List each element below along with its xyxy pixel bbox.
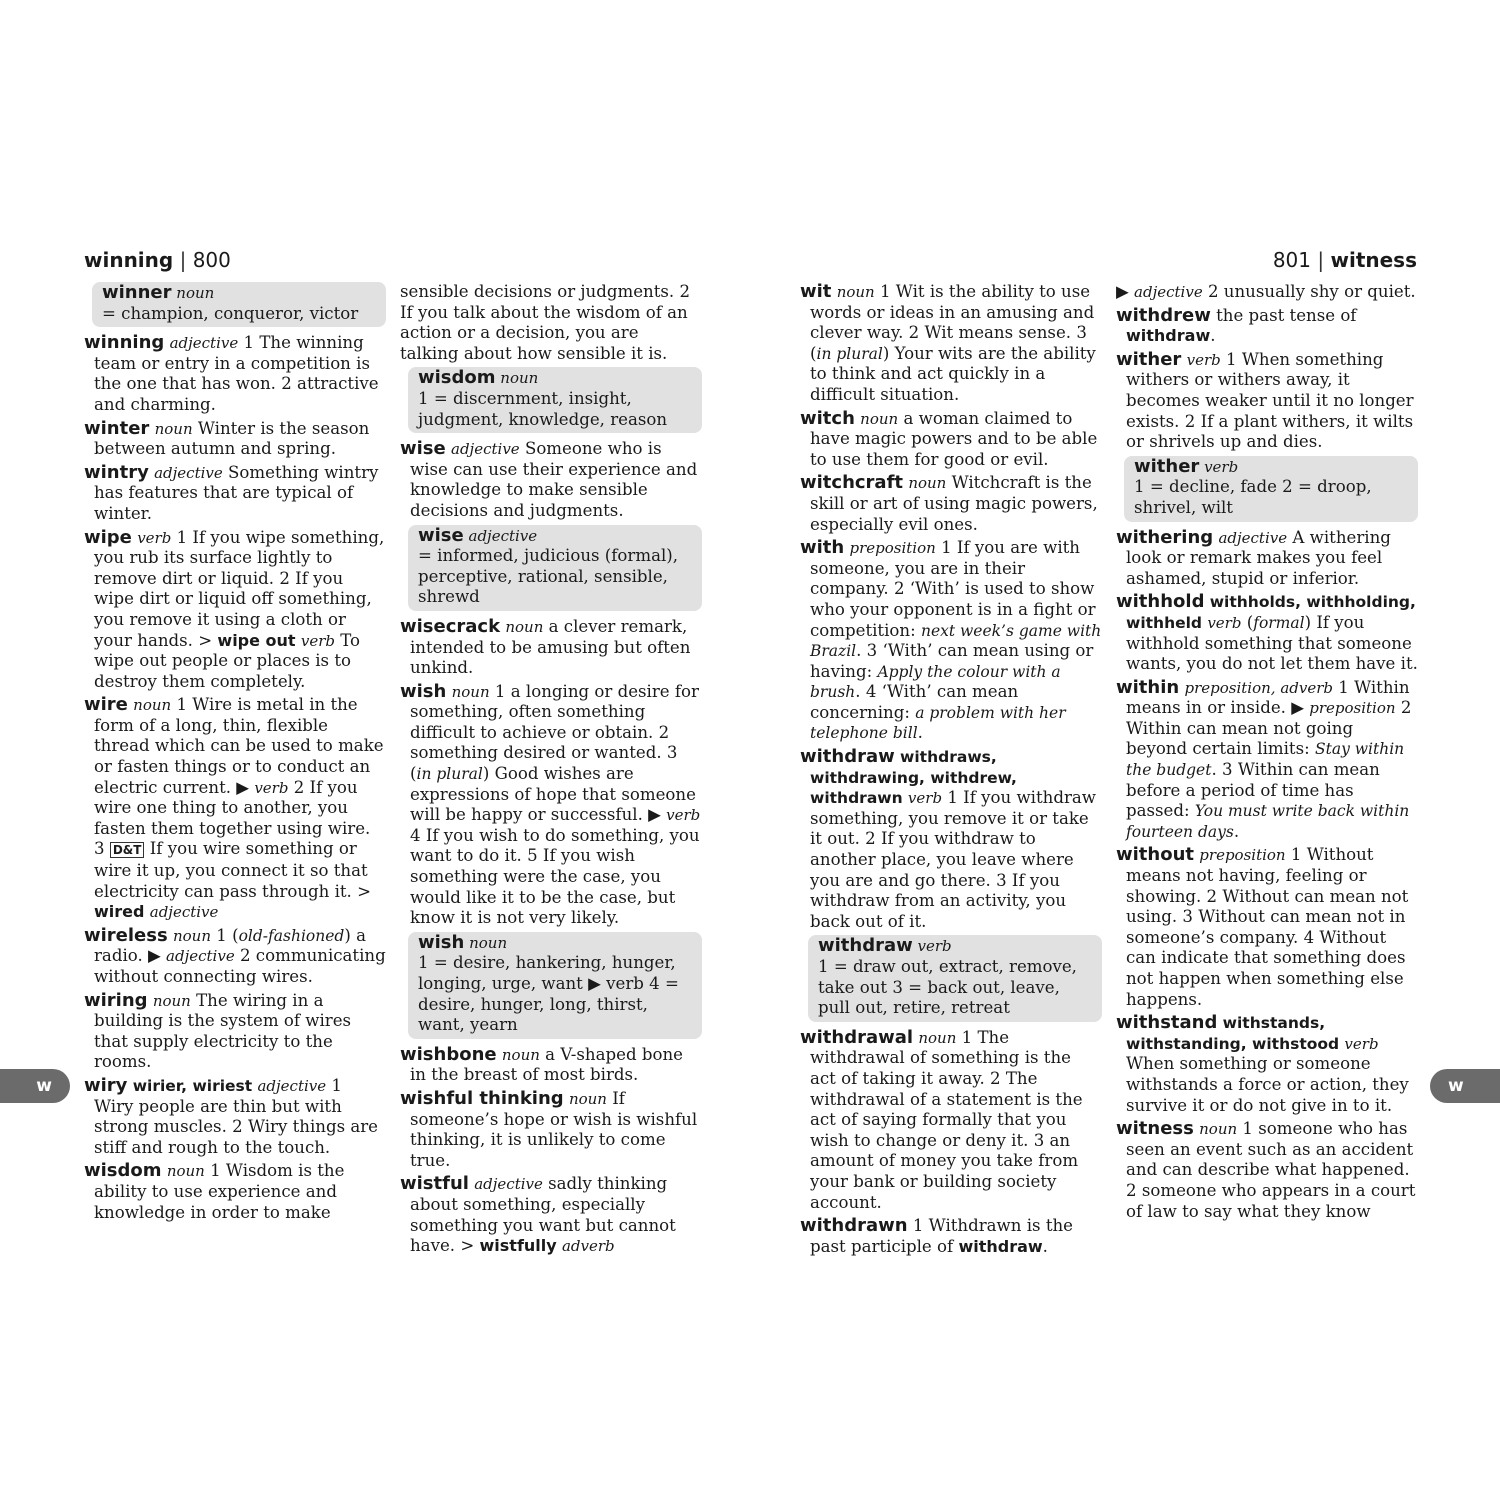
dictionary-entry: wise adjective Someone who is wise can use their experience and knowledge to make sensible decisions and judgments. <box>400 438 698 520</box>
page-number: 800 <box>192 248 231 272</box>
column-2 <box>400 282 702 1260</box>
dictionary-entry: wisdom noun 1 Wisdom is the ability to use experience and knowledge in order to make <box>84 1160 345 1222</box>
header-headword: winning <box>84 248 174 272</box>
right-page <box>750 0 1500 1500</box>
synonyms: 1 = discernment, insight, judgment, knowledge, reason <box>418 388 668 429</box>
part-of-speech: adjective <box>463 526 538 545</box>
dictionary-entry: withdraw withdraws, withdrawing, withdrew, withdrawn verb 1 If you withdraw something, you remove it or take it out. 2 If you withdraw to another place, you leave where you are and go there. 3 If you withdraw from an activity, you back out of it. <box>800 746 1096 931</box>
dictionary-entry: withering adjective A withering look or remark makes you feel ashamed, stupid or inferior. <box>1116 526 1391 588</box>
dictionary-entry: wipe verb 1 If you wipe something, you rub its surface lightly to remove dirt or liquid. 2 If you wipe dirt or liquid off something, you remove it using a cloth or your hands. > wipe out verb To wipe out people or places is to destroy them completely. <box>84 526 385 691</box>
thesaurus-box <box>408 932 702 1039</box>
tab-letter: w <box>36 1076 52 1096</box>
thesaurus-box <box>808 935 1102 1021</box>
part-of-speech: verb <box>1199 457 1239 476</box>
letter-tab-right <box>1430 1069 1500 1103</box>
dictionary-entry: wishful thinking noun If someone’s hope or wish is wishful thinking, it is unlikely to come true. <box>400 1087 698 1170</box>
dictionary-entry: withdrawal noun 1 The withdrawal of something is the act of taking it away. 2 The withdrawal of a statement is the act of saying formally that you wish to change or deny it. 3 an amount of money you take from your bank or building society account. <box>800 1026 1083 1212</box>
dictionary-entry: wiring noun The wiring in a building is the system of wires that supply electricity to the rooms. <box>84 989 352 1072</box>
column-4 <box>1116 282 1418 1225</box>
column-3 <box>800 282 1102 1260</box>
dictionary-entry: withdrew the past tense of withdraw. <box>1116 304 1357 346</box>
thesaurus-box <box>408 525 702 611</box>
page-header-left <box>84 246 231 274</box>
thesaurus-headword: wish <box>418 931 465 953</box>
part-of-speech: noun <box>464 933 508 952</box>
part-of-speech: noun <box>171 284 215 302</box>
dictionary-entry: wireless noun 1 (old-fashioned) a radio. ▶ adjective 2 communicating without connecting wires. <box>84 924 386 986</box>
dictionary-entry: wire noun 1 Wire is metal in the form of a long, thin, flexible thread which can be used to make or fasten things or to conduct an electric current. ▶ verb 2 If you wire one thing to another, you fasten them together using wire. 3 D&T If you wire something or wire it up, you connect it so that electricity can pass through it. > wired adjective <box>84 694 384 922</box>
dictionary-entry: withstand withstands, withstanding, withstood verb When something or someone withstands a force or action, they survive it or do not give in to it. <box>1116 1012 1409 1115</box>
header-headword: witness <box>1330 248 1417 272</box>
thesaurus-box <box>92 282 386 327</box>
thesaurus-box <box>408 367 702 433</box>
tab-letter: w <box>1448 1076 1464 1096</box>
thesaurus-headword: wither <box>1134 455 1200 477</box>
page-header-right <box>1273 246 1417 274</box>
thesaurus-headword: wise <box>418 524 464 546</box>
dictionary-entry: withhold withholds, withholding, withheld verb (formal) If you withhold something that someone wants, you do not let them have it. <box>1116 591 1418 674</box>
synonyms: 1 = draw out, extract, remove, take out 3 = back out, leave, pull out, retire, retreat <box>818 957 1077 1018</box>
entry-continuation: sensible decisions or judgments. 2 If you talk about the wisdom of an action or a decision, you are talking about how sensible it is. <box>400 282 691 363</box>
dictionary-entry: withdrawn 1 Withdrawn is the past participle of withdraw. <box>800 1215 1073 1256</box>
synonyms: 1 = desire, hankering, hunger, longing, urge, want ▶ verb 4 = desire, hunger, long, thirst, want, yearn <box>418 953 679 1035</box>
dictionary-entry: within preposition, adverb 1 Within means in or inside. ▶ preposition 2 Within can mean not going beyond certain limits: Stay within the budget. 3 Within can mean before a period of time has passed: You must write back within fourteen days. <box>1116 676 1412 841</box>
column-1 <box>84 282 386 1226</box>
dictionary-entry: wisecrack noun a clever remark, intended to be amusing but often unkind. <box>400 615 691 678</box>
dictionary-entry: wishbone noun a V-shaped bone in the breast of most birds. <box>400 1043 683 1085</box>
dictionary-entry: wit noun 1 Wit is the ability to use words or ideas in an amusing and clever way. 2 Wit means sense. 3 (in plural) Your wits are the ability to think and act quickly in a difficult situation. <box>800 281 1096 404</box>
dictionary-entry: witchcraft noun Witchcraft is the skill or art of using magic powers, especially evil ones. <box>800 472 1098 534</box>
dictionary-entry: winning adjective 1 The winning team or entry in a competition is the one that has won. 2 attractive and charming. <box>84 332 379 414</box>
dictionary-entry: with preposition 1 If you are with someone, you are in their company. 2 ‘With’ is used to show who your opponent is in a fight or competition: next week’s game with Brazil. 3 ‘With’ can mean using or having: Apply the colour with a brush. 4 ‘With’ can mean concerning: a problem with her telephone bill. <box>800 537 1102 743</box>
part-of-speech: noun <box>495 369 539 388</box>
thesaurus-box <box>1124 456 1418 522</box>
synonyms: 1 = decline, fade 2 = droop, shrivel, wilt <box>1134 477 1372 517</box>
letter-tab-left <box>0 1069 70 1103</box>
thesaurus-headword: wisdom <box>418 367 496 389</box>
dictionary-entry: wiry wirier, wiriest adjective 1 Wiry people are thin but with strong muscles. 2 Wiry things are stiff and rough to the touch. <box>84 1074 379 1157</box>
entry-continuation: ▶ adjective 2 unusually shy or quiet. <box>1116 282 1416 301</box>
part-of-speech: verb <box>912 937 952 956</box>
dictionary-entry: wither verb 1 When something withers or withers away, it becomes weaker until it no longer exists. 2 If a plant withers, it wilts or shrivels up and dies. <box>1116 348 1414 452</box>
dictionary-entry: wintry adjective Something wintry has features that are typical of winter. <box>84 461 379 523</box>
dictionary-entry: witness noun 1 someone who has seen an event such as an accident and can describe what happened. 2 someone who appears in a court of law to say what they know <box>1116 1118 1416 1221</box>
page-number: 801 <box>1272 248 1312 272</box>
synonyms: = informed, judicious (formal), perceptive, rational, sensible, shrewd <box>418 546 679 607</box>
dictionary-entry: without preposition 1 Without means not having, feeling or showing. 2 Without can mean not using. 3 Without can mean not in someone’s company. 4 Without can indicate that something does not happen when something else happens. <box>1116 844 1409 1009</box>
thesaurus-headword: withdraw <box>818 935 913 957</box>
dictionary-entry: wistful adjective sadly thinking about something, especially something you want but cannot have. > wistfully adverb <box>400 1173 676 1256</box>
header-separator: | <box>1317 248 1325 272</box>
dictionary-entry: winter noun Winter is the season between autumn and spring. <box>84 417 370 459</box>
synonyms: = champion, conqueror, victor <box>102 303 359 323</box>
thesaurus-headword: winner <box>102 282 172 303</box>
header-separator: | <box>179 248 187 272</box>
dictionary-entry: witch noun a woman claimed to have magic powers and to be able to use them for good or evil. <box>800 407 1098 469</box>
dictionary-entry: wish noun 1 a longing or desire for something, often something difficult to achieve or obtain. 2 something desired or wanted. 3 (in plural) Good wishes are expressions of hope that someone will be happy or successful. ▶ verb 4 If you wish to do something, you want to do it. 5 If you wish something were the case, you would like it to be the case, but know it is not very likely. <box>400 680 701 928</box>
